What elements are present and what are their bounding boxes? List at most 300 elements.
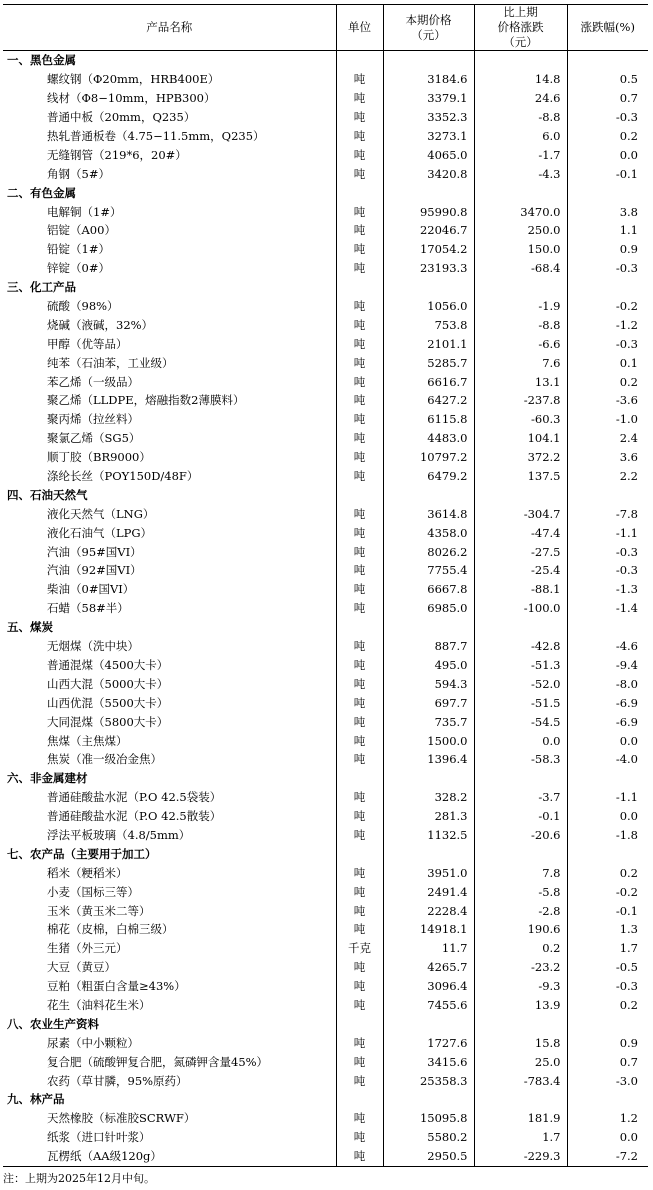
unit-cell: 吨 bbox=[336, 108, 383, 127]
table-row bbox=[3, 561, 648, 580]
product-name: 豆粕（粗蛋白含量≥43%） bbox=[47, 979, 186, 994]
change-pct-cell: -0.3 bbox=[567, 259, 648, 278]
table-row bbox=[3, 637, 648, 656]
header-unit: 单位 bbox=[336, 5, 383, 51]
table-header bbox=[3, 5, 648, 51]
price-cell: 3273.1 bbox=[383, 127, 474, 146]
table-row bbox=[3, 750, 648, 769]
unit-cell: 吨 bbox=[336, 334, 383, 353]
category-row bbox=[3, 51, 648, 70]
category-title: 六、非金属建材 bbox=[7, 771, 88, 786]
unit-cell: 吨 bbox=[336, 202, 383, 221]
change-pct-cell: 1.7 bbox=[567, 939, 648, 958]
product-name: 线材（Φ8−10mm，HPB300） bbox=[47, 91, 216, 106]
table-row bbox=[3, 127, 648, 146]
change-pct-cell: -0.3 bbox=[567, 561, 648, 580]
category-row bbox=[3, 485, 648, 504]
price-cell: 10797.2 bbox=[383, 448, 474, 467]
price-cell: 1132.5 bbox=[383, 826, 474, 845]
table-row bbox=[3, 448, 648, 467]
product-name: 液化石油气（LPG） bbox=[47, 525, 153, 540]
unit-cell: 吨 bbox=[336, 391, 383, 410]
product-name: 焦炭（准一级冶金焦） bbox=[47, 752, 162, 767]
change-pct-cell: -9.4 bbox=[567, 656, 648, 675]
category-title: 七、农产品（主要用于加工） bbox=[7, 846, 157, 861]
unit-cell: 吨 bbox=[336, 448, 383, 467]
price-cell: 6667.8 bbox=[383, 580, 474, 599]
price-cell: 4358.0 bbox=[383, 523, 474, 542]
change-pct-cell: -4.6 bbox=[567, 637, 648, 656]
price-cell: 6479.2 bbox=[383, 467, 474, 486]
change-cell: -8.8 bbox=[474, 108, 567, 127]
product-name: 山西优混（5500大卡） bbox=[47, 695, 169, 710]
change-pct-cell: -0.3 bbox=[567, 108, 648, 127]
product-name: 小麦（国标三等） bbox=[47, 884, 139, 899]
category-row bbox=[3, 1014, 648, 1033]
category-row bbox=[3, 769, 648, 788]
change-pct-cell: 0.2 bbox=[567, 127, 648, 146]
table-row bbox=[3, 240, 648, 259]
change-cell: -1.9 bbox=[474, 297, 567, 316]
unit-cell: 吨 bbox=[336, 523, 383, 542]
change-pct-cell: -1.1 bbox=[567, 788, 648, 807]
price-cell: 753.8 bbox=[383, 315, 474, 334]
change-pct-cell: 2.4 bbox=[567, 429, 648, 448]
change-cell: 13.1 bbox=[474, 372, 567, 391]
table-row bbox=[3, 467, 648, 486]
product-name: 甲醇（优等品） bbox=[47, 336, 128, 351]
table-row bbox=[3, 580, 648, 599]
change-cell: -2.8 bbox=[474, 901, 567, 920]
price-table bbox=[3, 4, 648, 1167]
change-cell: -8.8 bbox=[474, 315, 567, 334]
unit-cell: 吨 bbox=[336, 164, 383, 183]
price-cell: 5580.2 bbox=[383, 1128, 474, 1147]
change-pct-cell: -0.1 bbox=[567, 164, 648, 183]
table-row bbox=[3, 731, 648, 750]
price-cell: 23193.3 bbox=[383, 259, 474, 278]
unit-cell: 吨 bbox=[336, 145, 383, 164]
table-row bbox=[3, 882, 648, 901]
unit-cell: 吨 bbox=[336, 89, 383, 108]
price-cell: 1727.6 bbox=[383, 1033, 474, 1052]
unit-cell: 吨 bbox=[336, 656, 383, 675]
price-cell: 495.0 bbox=[383, 656, 474, 675]
table-row bbox=[3, 297, 648, 316]
change-pct-cell: -1.1 bbox=[567, 523, 648, 542]
change-cell: 0.2 bbox=[474, 939, 567, 958]
price-cell: 17054.2 bbox=[383, 240, 474, 259]
table-row bbox=[3, 504, 648, 523]
category-row bbox=[3, 278, 648, 297]
product-name: 普通硅酸盐水泥（P.O 42.5散装） bbox=[47, 809, 222, 824]
product-name: 大同混煤（5800大卡） bbox=[47, 714, 169, 729]
change-cell: -58.3 bbox=[474, 750, 567, 769]
product-name: 无烟煤（洗中块） bbox=[47, 639, 139, 654]
table-row bbox=[3, 89, 648, 108]
change-cell: 181.9 bbox=[474, 1109, 567, 1128]
unit-cell: 吨 bbox=[336, 901, 383, 920]
change-cell: 24.6 bbox=[474, 89, 567, 108]
change-cell: 14.8 bbox=[474, 70, 567, 89]
category-title: 八、农业生产资料 bbox=[7, 1016, 99, 1031]
category-row bbox=[3, 1090, 648, 1109]
change-cell: 137.5 bbox=[474, 467, 567, 486]
header-change: 比上期 价格涨跌 （元） bbox=[474, 5, 567, 51]
price-cell: 6616.7 bbox=[383, 372, 474, 391]
change-pct-cell: 0.2 bbox=[567, 996, 648, 1015]
product-name: 天然橡胶（标准胶SCRWF） bbox=[47, 1111, 196, 1126]
unit-cell: 吨 bbox=[336, 1052, 383, 1071]
product-name: 大豆（黄豆） bbox=[47, 960, 116, 975]
price-cell: 281.3 bbox=[383, 807, 474, 826]
unit-cell: 吨 bbox=[336, 580, 383, 599]
table-row bbox=[3, 542, 648, 561]
change-pct-cell: -6.9 bbox=[567, 712, 648, 731]
unit-cell: 吨 bbox=[336, 920, 383, 939]
change-cell: 250.0 bbox=[474, 221, 567, 240]
price-cell: 3415.6 bbox=[383, 1052, 474, 1071]
change-pct-cell: 0.0 bbox=[567, 731, 648, 750]
product-name: 普通硅酸盐水泥（P.O 42.5袋装） bbox=[47, 790, 222, 805]
table-row bbox=[3, 599, 648, 618]
unit-cell: 吨 bbox=[336, 977, 383, 996]
category-title: 三、化工产品 bbox=[7, 280, 76, 295]
price-cell: 95990.8 bbox=[383, 202, 474, 221]
change-cell: -51.5 bbox=[474, 693, 567, 712]
change-pct-cell: 0.9 bbox=[567, 1033, 648, 1052]
price-cell: 887.7 bbox=[383, 637, 474, 656]
product-name: 硫酸（98%） bbox=[47, 299, 119, 314]
change-cell: 190.6 bbox=[474, 920, 567, 939]
change-cell: -783.4 bbox=[474, 1071, 567, 1090]
change-pct-cell: -7.8 bbox=[567, 504, 648, 523]
table-row bbox=[3, 958, 648, 977]
unit-cell: 吨 bbox=[336, 504, 383, 523]
table-row bbox=[3, 939, 648, 958]
product-name: 棉花（皮棉，白棉三级） bbox=[47, 922, 174, 937]
product-name: 液化天然气（LNG） bbox=[47, 506, 155, 521]
product-name: 纯苯（石油苯，工业级） bbox=[47, 355, 174, 370]
category-row bbox=[3, 844, 648, 863]
change-cell: -237.8 bbox=[474, 391, 567, 410]
product-name: 聚氯乙烯（SG5） bbox=[47, 431, 141, 446]
change-pct-cell: -1.3 bbox=[567, 580, 648, 599]
unit-cell: 吨 bbox=[336, 429, 383, 448]
change-pct-cell: -0.1 bbox=[567, 901, 648, 920]
product-name: 柴油（0#国VI） bbox=[47, 582, 135, 597]
change-pct-cell: 1.3 bbox=[567, 920, 648, 939]
product-name: 聚乙烯（LLDPE，熔融指数2薄膜料） bbox=[47, 393, 245, 408]
product-name: 铅锭（1#） bbox=[47, 242, 110, 257]
unit-cell: 吨 bbox=[336, 807, 383, 826]
change-pct-cell: 3.6 bbox=[567, 448, 648, 467]
table-row bbox=[3, 108, 648, 127]
price-cell: 3614.8 bbox=[383, 504, 474, 523]
unit-cell: 吨 bbox=[336, 315, 383, 334]
unit-cell: 吨 bbox=[336, 221, 383, 240]
change-cell: -9.3 bbox=[474, 977, 567, 996]
change-cell: 25.0 bbox=[474, 1052, 567, 1071]
product-name: 复合肥（硫酸钾复合肥，氮磷钾含量45%） bbox=[47, 1054, 269, 1069]
product-name: 玉米（黄玉米二等） bbox=[47, 903, 151, 918]
change-cell: -20.6 bbox=[474, 826, 567, 845]
change-cell: 372.2 bbox=[474, 448, 567, 467]
change-cell: 150.0 bbox=[474, 240, 567, 259]
product-name: 无缝钢管（219*6，20#） bbox=[47, 147, 187, 162]
unit-cell: 吨 bbox=[336, 353, 383, 372]
change-cell: 1.7 bbox=[474, 1128, 567, 1147]
price-cell: 3951.0 bbox=[383, 863, 474, 882]
table-row bbox=[3, 788, 648, 807]
product-name: 石蜡（58#半） bbox=[47, 601, 129, 616]
product-name: 汽油（92#国VI） bbox=[47, 563, 142, 578]
change-cell: 7.6 bbox=[474, 353, 567, 372]
change-cell: -6.6 bbox=[474, 334, 567, 353]
unit-cell: 千克 bbox=[336, 939, 383, 958]
product-name: 普通中板（20mm，Q235） bbox=[47, 110, 196, 125]
table-row bbox=[3, 863, 648, 882]
table-row bbox=[3, 656, 648, 675]
product-name: 角钢（5#） bbox=[47, 166, 110, 181]
unit-cell: 吨 bbox=[336, 127, 383, 146]
table-row bbox=[3, 410, 648, 429]
change-pct-cell: 0.9 bbox=[567, 240, 648, 259]
change-pct-cell: -0.5 bbox=[567, 958, 648, 977]
category-title: 五、煤炭 bbox=[7, 620, 53, 635]
unit-cell: 吨 bbox=[336, 1147, 383, 1166]
price-cell: 6115.8 bbox=[383, 410, 474, 429]
change-pct-cell: -8.0 bbox=[567, 674, 648, 693]
price-cell: 735.7 bbox=[383, 712, 474, 731]
price-cell: 5285.7 bbox=[383, 353, 474, 372]
table-row bbox=[3, 259, 648, 278]
price-cell: 2228.4 bbox=[383, 901, 474, 920]
change-pct-cell: -4.0 bbox=[567, 750, 648, 769]
product-name: 普通混煤（4500大卡） bbox=[47, 657, 169, 672]
change-cell: -1.7 bbox=[474, 145, 567, 164]
change-cell: 104.1 bbox=[474, 429, 567, 448]
unit-cell: 吨 bbox=[336, 1109, 383, 1128]
change-cell: -42.8 bbox=[474, 637, 567, 656]
table-row bbox=[3, 1128, 648, 1147]
change-pct-cell: 0.7 bbox=[567, 89, 648, 108]
change-pct-cell: -1.8 bbox=[567, 826, 648, 845]
change-pct-cell: -7.2 bbox=[567, 1147, 648, 1166]
unit-cell: 吨 bbox=[336, 637, 383, 656]
table-row bbox=[3, 145, 648, 164]
unit-cell: 吨 bbox=[336, 674, 383, 693]
product-name: 焦煤（主焦煤） bbox=[47, 733, 128, 748]
unit-cell: 吨 bbox=[336, 750, 383, 769]
unit-cell: 吨 bbox=[336, 788, 383, 807]
change-pct-cell: 1.1 bbox=[567, 221, 648, 240]
change-cell: -5.8 bbox=[474, 882, 567, 901]
table-row bbox=[3, 712, 648, 731]
price-cell: 11.7 bbox=[383, 939, 474, 958]
table-row bbox=[3, 164, 648, 183]
change-cell: 7.8 bbox=[474, 863, 567, 882]
table-row bbox=[3, 1033, 648, 1052]
product-name: 铝锭（A00） bbox=[47, 223, 116, 238]
unit-cell: 吨 bbox=[336, 240, 383, 259]
change-cell: -25.4 bbox=[474, 561, 567, 580]
price-cell: 22046.7 bbox=[383, 221, 474, 240]
change-pct-cell: 0.1 bbox=[567, 353, 648, 372]
change-pct-cell: 3.8 bbox=[567, 202, 648, 221]
product-name: 涤纶长丝（POY150D/48F） bbox=[47, 469, 199, 484]
table-row bbox=[3, 70, 648, 89]
table-row bbox=[3, 391, 648, 410]
change-pct-cell: 0.2 bbox=[567, 372, 648, 391]
change-pct-cell: -0.3 bbox=[567, 334, 648, 353]
change-pct-cell: -0.2 bbox=[567, 882, 648, 901]
header-change-pct: 涨跌幅(%) bbox=[567, 5, 648, 51]
table-body bbox=[3, 51, 648, 1167]
change-pct-cell: 0.5 bbox=[567, 70, 648, 89]
product-name: 汽油（95#国VI） bbox=[47, 544, 142, 559]
price-cell: 25358.3 bbox=[383, 1071, 474, 1090]
table-row bbox=[3, 221, 648, 240]
price-cell: 7755.4 bbox=[383, 561, 474, 580]
price-cell: 1396.4 bbox=[383, 750, 474, 769]
product-name: 浮法平板玻璃（4.8/5mm） bbox=[47, 827, 191, 842]
price-cell: 328.2 bbox=[383, 788, 474, 807]
unit-cell: 吨 bbox=[336, 712, 383, 731]
price-cell: 15095.8 bbox=[383, 1109, 474, 1128]
category-title: 一、黑色金属 bbox=[7, 53, 76, 68]
price-cell: 4483.0 bbox=[383, 429, 474, 448]
product-name: 花生（油料花生米） bbox=[47, 997, 151, 1012]
product-name: 生猪（外三元） bbox=[47, 941, 128, 956]
price-cell: 3184.6 bbox=[383, 70, 474, 89]
product-name: 热轧普通板卷（4.75−11.5mm，Q235） bbox=[47, 129, 265, 143]
unit-cell: 吨 bbox=[336, 467, 383, 486]
price-cell: 6427.2 bbox=[383, 391, 474, 410]
change-cell: 3470.0 bbox=[474, 202, 567, 221]
change-cell: -88.1 bbox=[474, 580, 567, 599]
price-cell: 3420.8 bbox=[383, 164, 474, 183]
change-pct-cell: -0.3 bbox=[567, 542, 648, 561]
change-pct-cell: -0.3 bbox=[567, 977, 648, 996]
change-pct-cell: 2.2 bbox=[567, 467, 648, 486]
table-row bbox=[3, 826, 648, 845]
table-row bbox=[3, 920, 648, 939]
product-name: 稻米（粳稻米） bbox=[47, 865, 128, 880]
price-cell: 14918.1 bbox=[383, 920, 474, 939]
change-pct-cell: 0.0 bbox=[567, 807, 648, 826]
unit-cell: 吨 bbox=[336, 731, 383, 750]
price-cell: 3096.4 bbox=[383, 977, 474, 996]
change-cell: -100.0 bbox=[474, 599, 567, 618]
unit-cell: 吨 bbox=[336, 70, 383, 89]
product-name: 螺纹钢（Φ20mm，HRB400E） bbox=[47, 72, 220, 87]
product-name: 烧碱（液碱，32%） bbox=[47, 317, 154, 332]
price-cell: 1500.0 bbox=[383, 731, 474, 750]
table-row bbox=[3, 353, 648, 372]
product-name: 尿素（中小颗粒） bbox=[47, 1035, 139, 1050]
price-cell: 3379.1 bbox=[383, 89, 474, 108]
table-row bbox=[3, 1109, 648, 1128]
change-cell: -47.4 bbox=[474, 523, 567, 542]
product-name: 顺丁胶（BR9000） bbox=[47, 450, 151, 465]
price-cell: 7455.6 bbox=[383, 996, 474, 1015]
change-cell: -27.5 bbox=[474, 542, 567, 561]
price-cell: 594.3 bbox=[383, 674, 474, 693]
header-product-name: 产品名称 bbox=[3, 5, 336, 51]
table-row bbox=[3, 1071, 648, 1090]
table-row bbox=[3, 523, 648, 542]
price-cell: 4265.7 bbox=[383, 958, 474, 977]
change-cell: -23.2 bbox=[474, 958, 567, 977]
change-cell: -51.3 bbox=[474, 656, 567, 675]
product-name: 苯乙烯（一级品） bbox=[47, 374, 139, 389]
price-cell: 1056.0 bbox=[383, 297, 474, 316]
price-cell: 2101.1 bbox=[383, 334, 474, 353]
table-row bbox=[3, 372, 648, 391]
change-cell: 15.8 bbox=[474, 1033, 567, 1052]
header-price: 本期价格 （元） bbox=[383, 5, 474, 51]
product-name: 锌锭（0#） bbox=[47, 261, 110, 276]
price-cell: 4065.0 bbox=[383, 145, 474, 164]
change-cell: -52.0 bbox=[474, 674, 567, 693]
unit-cell: 吨 bbox=[336, 1033, 383, 1052]
change-pct-cell: -1.0 bbox=[567, 410, 648, 429]
change-pct-cell: -3.0 bbox=[567, 1071, 648, 1090]
product-name: 瓦楞纸（AA级120g） bbox=[3, 1147, 336, 1166]
table-row bbox=[3, 429, 648, 448]
change-cell: -0.1 bbox=[474, 807, 567, 826]
product-name: 纸浆（进口针叶浆） bbox=[47, 1130, 151, 1145]
unit-cell: 吨 bbox=[336, 1128, 383, 1147]
change-cell: -4.3 bbox=[474, 164, 567, 183]
unit-cell: 吨 bbox=[336, 599, 383, 618]
price-cell: 6985.0 bbox=[383, 599, 474, 618]
table-row bbox=[3, 693, 648, 712]
unit-cell: 吨 bbox=[336, 259, 383, 278]
unit-cell: 吨 bbox=[336, 1071, 383, 1090]
change-pct-cell: -6.9 bbox=[567, 693, 648, 712]
change-cell: 6.0 bbox=[474, 127, 567, 146]
unit-cell: 吨 bbox=[336, 372, 383, 391]
unit-cell: 吨 bbox=[336, 693, 383, 712]
change-pct-cell: 0.2 bbox=[567, 863, 648, 882]
price-cell: 697.7 bbox=[383, 693, 474, 712]
unit-cell: 吨 bbox=[336, 826, 383, 845]
change-pct-cell: 0.0 bbox=[567, 145, 648, 164]
change-pct-cell: 0.0 bbox=[567, 1128, 648, 1147]
category-row bbox=[3, 618, 648, 637]
unit-cell: 吨 bbox=[336, 996, 383, 1015]
unit-cell: 吨 bbox=[336, 542, 383, 561]
product-name: 农药（草甘膦，95%原药） bbox=[47, 1073, 188, 1088]
table-row bbox=[3, 977, 648, 996]
unit-cell: 吨 bbox=[336, 561, 383, 580]
change-cell: -3.7 bbox=[474, 788, 567, 807]
price-cell: 2491.4 bbox=[383, 882, 474, 901]
product-name: 山西大混（5000大卡） bbox=[47, 676, 169, 691]
change-cell: -304.7 bbox=[474, 504, 567, 523]
table-row bbox=[3, 807, 648, 826]
unit-cell: 吨 bbox=[336, 882, 383, 901]
product-name: 聚丙烯（拉丝料） bbox=[47, 412, 139, 427]
table-row bbox=[3, 1052, 648, 1071]
category-title: 二、有色金属 bbox=[7, 185, 76, 200]
category-title: 四、石油天然气 bbox=[7, 487, 88, 502]
unit-cell: 吨 bbox=[336, 863, 383, 882]
table-row bbox=[3, 901, 648, 920]
product-name: 电解铜（1#） bbox=[47, 204, 122, 219]
